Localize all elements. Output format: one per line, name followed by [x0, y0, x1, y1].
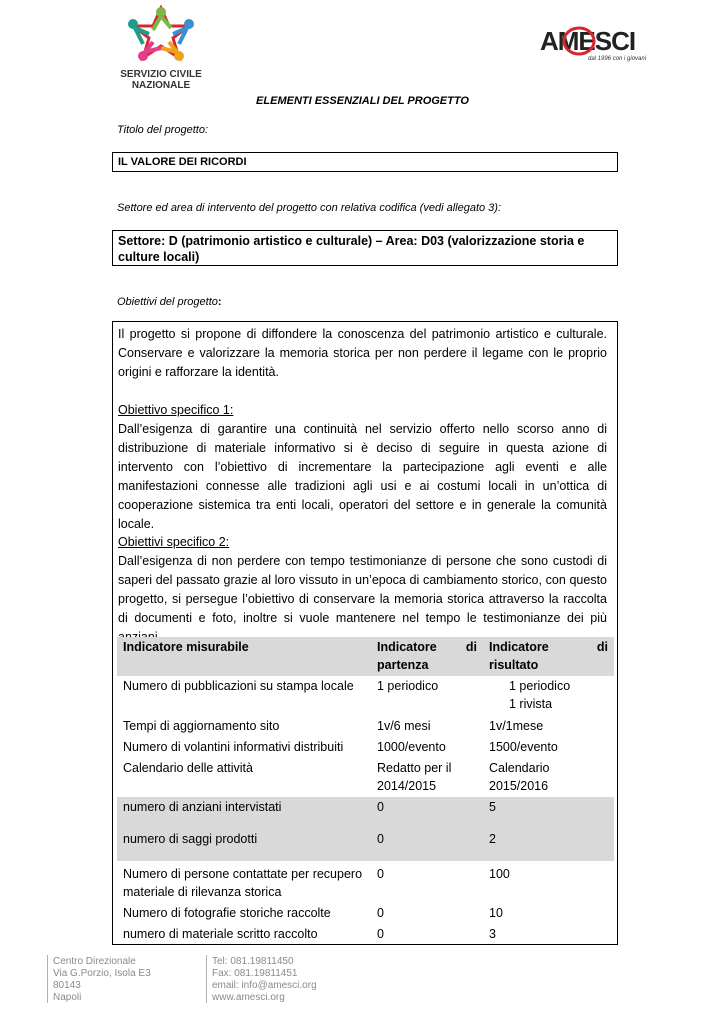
scn-logo-line2: NAZIONALE — [131, 80, 191, 91]
scn-logo — [113, 4, 209, 91]
table-cell: 1 periodico — [377, 679, 439, 693]
table-header-cell: Indicatore di partenza — [371, 637, 483, 676]
table-cell: Numero di pubblicazioni su stampa locale — [123, 679, 354, 693]
footer-address-line: Napoli — [53, 992, 82, 1003]
footer-address-line: Centro Direzionale — [53, 956, 136, 967]
table-cell: 1000/evento — [377, 740, 446, 754]
sector-label: Settore ed area di intervento del progetto con relativa codifica (vedi allegato 3): — [117, 202, 502, 214]
table-header-row — [117, 637, 614, 676]
footer-address-line: Via G.Porzio, Isola E3 — [53, 968, 151, 979]
table-cell: 3 — [489, 927, 496, 941]
amesci-logo — [540, 26, 652, 66]
table-cell: Calendario 2015/2016 — [489, 761, 550, 793]
objectives-intro: Il progetto si propone di diffondere la conoscenza del patrimonio artistico e culturale. Conservare e valorizzare la memoria storica per non perdere il legame con le proprio origini e rafforzare la identità. — [118, 327, 607, 379]
objective-1-heading: Obiettivo specifico 1: — [118, 403, 234, 417]
table-header-cell: Indicatore di risultato — [483, 637, 614, 676]
table-cell: 2 — [483, 829, 614, 861]
table-cell: 1v/1mese — [489, 719, 544, 733]
table-cell: 0 — [377, 906, 384, 920]
footer-divider-right — [206, 955, 207, 1003]
scn-star-icon — [113, 4, 209, 64]
scn-logo-line1: SERVIZIO CIVILE — [120, 69, 202, 80]
table-row — [117, 715, 614, 737]
table-cell: 0 — [371, 797, 483, 829]
table-cell: 1 periodico 1 rivista — [509, 679, 571, 711]
table-row — [117, 829, 614, 861]
table-cell: Numero di persone contattate per recupero materiale di rilevanza storica — [123, 867, 363, 899]
footer-fax: Fax: 081.19811451 — [212, 968, 298, 979]
title-label: Titolo del progetto: — [117, 124, 209, 136]
table-cell: 5 — [483, 797, 614, 829]
table-row — [117, 861, 614, 903]
objectives-label-colon: : — [217, 296, 222, 308]
footer-contacts — [212, 956, 317, 1004]
objectives-label — [117, 296, 222, 308]
table-cell: 1v/6 mesi — [377, 719, 431, 733]
footer-email[interactable]: email: info@amesci.org — [212, 980, 317, 991]
objective-2-text: Dall’esigenza di non perdere con tempo testimonianze di persone che sono custodi di saperi del passato grazie al loro vissuto in un’epoca di cambiamento storico, con questo progetto, si persegue l’obiettivo di conservare la memoria storica attraverso la raccolta di documenti e foto, inoltre si vuole mantenere nel tempo le testimonianze dei più — [118, 554, 607, 625]
table-cell: Tempi di aggiornamento sito — [123, 719, 280, 733]
sector-value: Settore: D (patrimonio artistico e culturale) – Area: D03 (valorizzazione storia e culture locali) — [118, 234, 585, 264]
table-cell: 1500/evento — [489, 740, 558, 754]
objective-1-text: Dall’esigenza di garantire una continuità nel servizio offerto nello scorso anno di distribuzione di materiale informativo si è deciso di seguire in questa azione di intervento con l’obiettivo di incrementare la partecipazione agli eventi e alle manifestazioni connesse alle tradizioni agli usi e ai costumi locali in un’ottica di cooperazione sistemica tra enti locali, operatori del settore e in generale la comunità locale. — [118, 422, 607, 531]
table-row — [117, 676, 614, 715]
table-cell: Redatto per il 2014/2015 — [377, 761, 452, 793]
table-cell: 0 — [371, 829, 483, 861]
title-value: IL VALORE DEI RICORDI — [118, 156, 247, 168]
amesci-tagline: dal 1996 con i giovani — [588, 56, 647, 62]
table-row — [117, 797, 614, 829]
table-cell: Numero di fotografie storiche raccolte — [123, 906, 331, 920]
title-box — [112, 152, 618, 172]
objectives-label-text: Obiettivi del progetto — [117, 296, 218, 308]
objective-2-heading: Obiettivi specifico 2: — [118, 535, 230, 549]
table-row — [117, 737, 614, 758]
footer-address-line: 80143 — [53, 980, 81, 991]
table-cell: 10 — [489, 906, 503, 920]
footer-website[interactable]: www.amesci.org — [212, 992, 285, 1003]
table-cell: Numero di volantini informativi distribuiti — [123, 740, 344, 754]
table-row — [117, 903, 614, 924]
indicator-table — [117, 637, 614, 945]
table-cell: numero di materiale scritto raccolto — [123, 927, 318, 941]
table-header-cell: Indicatore misurabile — [117, 637, 371, 676]
footer-phone: Tel: 081.19811450 — [212, 956, 294, 967]
table-cell: Calendario delle attività — [123, 761, 253, 775]
doc-title: ELEMENTI ESSENZIALI DEL PROGETTO — [256, 95, 469, 107]
table-cell: 0 — [377, 927, 384, 941]
footer-address — [53, 956, 151, 1004]
table-cell: numero di saggi prodotti — [117, 829, 371, 861]
table-row — [117, 924, 614, 945]
table-row — [117, 758, 614, 797]
table-cell: numero di anziani intervistati — [117, 797, 371, 829]
sector-box — [112, 230, 618, 266]
footer-divider-left — [47, 955, 48, 1003]
table-cell: 0 — [377, 867, 384, 881]
amesci-m-circle-icon — [562, 26, 596, 56]
amesci-logo-text: AMESCI — [540, 26, 636, 56]
table-cell: 100 — [489, 867, 510, 881]
